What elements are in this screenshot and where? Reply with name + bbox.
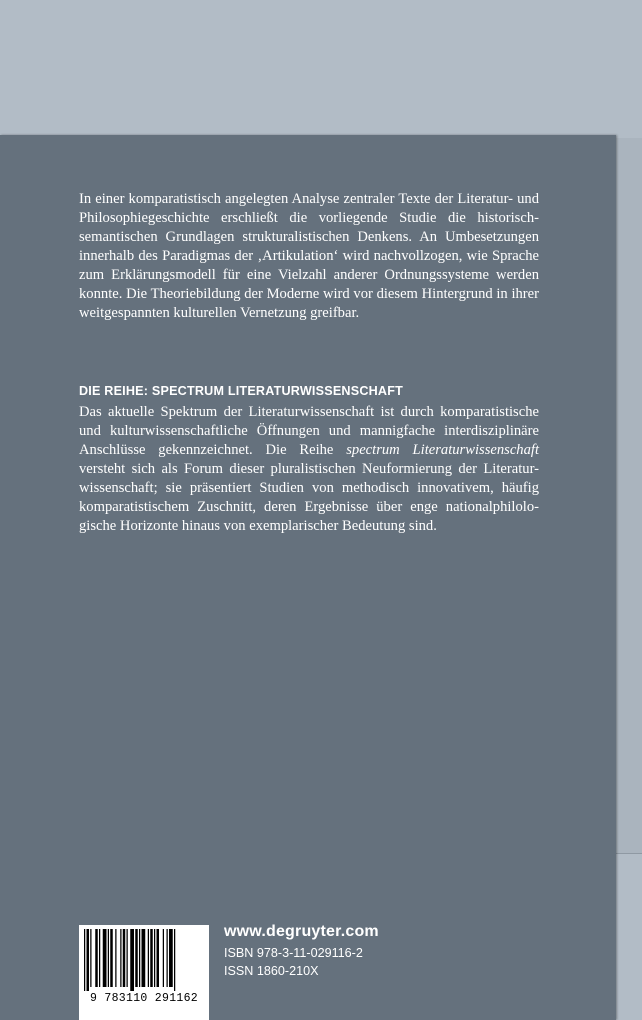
series-line: gische Horizonte hinaus von exemplarischer Bedeutung sind.: [79, 518, 437, 534]
series-line: komparatistischem Zuschnitt, deren Ergebnisse über enge nationalphilolo-: [79, 499, 539, 515]
barcode-digits: 9 783110 291162: [89, 992, 199, 1005]
back-cover: [0, 135, 616, 1020]
issn-number: ISSN 1860-210X: [224, 964, 319, 978]
series-description: [79, 403, 539, 536]
blurb-line: ihrer weitgespannten kulturellen Vernetzung greifbar.: [79, 286, 539, 321]
series-line: Das aktuelle Spektrum der Literaturwissenschaft ist durch komparatistische: [79, 404, 539, 420]
blurb-line: konnte. Die Theoriebildung der Moderne wird vor diesem Hintergrund in: [79, 286, 508, 302]
isbn-number: ISBN 978-3-11-029116-2: [224, 946, 363, 960]
blurb-line: innerhalb des Paradigmas der ‚Artikulation‘ wird nachvollzogen, wie Sprache: [79, 248, 539, 264]
book-blurb: [79, 190, 539, 323]
series-heading: DIE REIHE: SPECTRUM LITERATURWISSENSCHAFT: [79, 384, 403, 398]
blurb-line: und Philosophiegeschichte erschließt die vorliegende Studie die historisch-: [79, 191, 539, 226]
blurb-line: semantischen Grundlagen strukturalistischen Denkens. An Umbesetzungen: [79, 229, 539, 245]
series-title: spectrum Literaturwissenschaft: [346, 442, 540, 458]
series-line: wissenschaft; sie präsentiert Studien von methodisch innovativem, häufig: [79, 480, 539, 496]
publisher-website: www.degruyter.com: [224, 923, 379, 940]
isbn-barcode: [79, 925, 209, 1020]
series-line: und kulturwissenschaftliche Öffnungen und mannigfache interdisziplinäre: [79, 423, 539, 439]
blurb-line: zum Erklärungsmodell für eine Vielzahl anderer Ordnungssysteme werden: [79, 267, 539, 283]
series-line: versteht sich als Forum dieser pluralistischen Neuformierung der Literatur-: [79, 461, 539, 477]
blurb-line: In einer komparatistisch angelegten Analyse zentraler Texte der Literatur-: [79, 191, 513, 207]
series-line: Anschlüsse gekennzeichnet. Die Reihe: [79, 442, 334, 458]
background-shadow-strip: [616, 138, 642, 854]
barcode-bars: [84, 929, 204, 991]
